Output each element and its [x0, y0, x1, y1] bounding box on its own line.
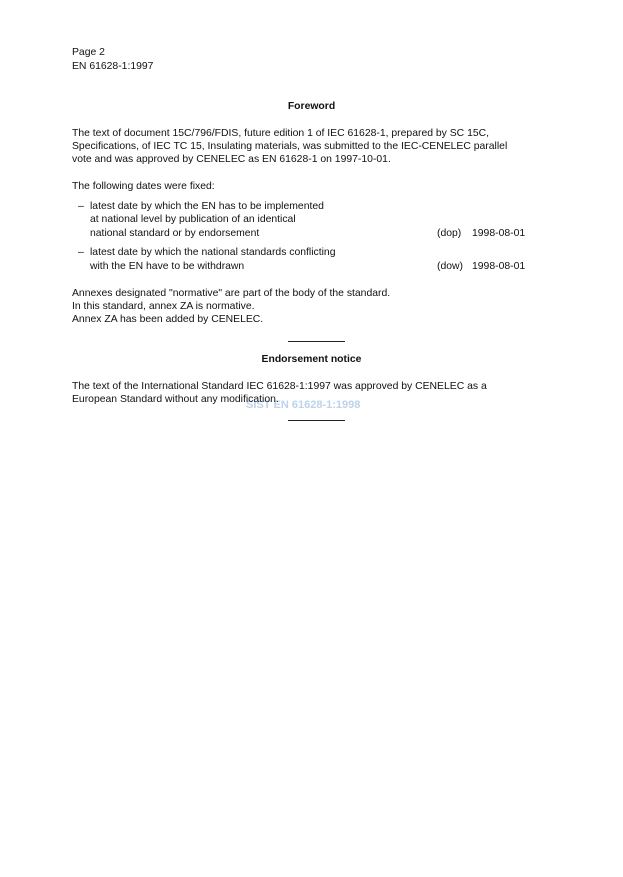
date-item-line: with the EN have to be withdrawn — [90, 261, 245, 272]
annex-paragraph — [72, 287, 561, 326]
foreword-paragraph — [72, 127, 561, 166]
foreword-heading: Foreword — [287, 101, 336, 112]
endorsement-line: The text of the International Standard IEC 61628-1:1997 was approved by CENELEC as a — [72, 381, 487, 392]
annex-line: In this standard, annex ZA is normative. — [72, 301, 255, 312]
date-code: (dop) — [437, 228, 462, 239]
list-bullet: – — [78, 247, 84, 258]
endorsement-line: European Standard without any modification. — [72, 394, 279, 405]
date-value: 1998-08-01 — [472, 261, 526, 272]
section-divider — [288, 341, 345, 342]
endorsement-paragraph — [72, 380, 561, 406]
date-item-dop — [0, 200, 623, 242]
dates-intro: The following dates were fixed: — [72, 181, 215, 192]
annex-line: Annex ZA has been added by CENELEC. — [72, 314, 264, 325]
date-item-line: latest date by which the national standards conflicting — [90, 247, 336, 258]
date-item-dow — [0, 246, 623, 276]
date-item-line: latest date by which the EN has to be implemented — [90, 201, 324, 212]
date-value: 1998-08-01 — [472, 228, 526, 239]
date-item-line: national standard or by endorsement — [90, 228, 260, 239]
standard-identifier: EN 61628-1:1997 — [72, 61, 154, 72]
annex-line: Annexes designated "normative" are part of the body of the standard. — [72, 288, 391, 299]
list-bullet: – — [78, 201, 84, 212]
foreword-line: The text of document 15C/796/FDIS, future edition 1 of IEC 61628-1, prepared by SC 15C, — [72, 128, 490, 139]
date-code: (dow) — [437, 261, 463, 272]
endorsement-heading: Endorsement notice — [261, 354, 362, 365]
foreword-line: vote and was approved by CENELEC as EN 61628-1 on 1997-10-01. — [72, 154, 391, 165]
date-item-line: at national level by publication of an identical — [90, 214, 296, 225]
section-divider — [288, 420, 345, 421]
page-number: Page 2 — [72, 47, 105, 58]
foreword-line: Specifications, of IEC TC 15, Insulating materials, was submitted to the IEC-CENELEC parallel — [72, 141, 508, 152]
watermark: SIST EN 61628-1:1998 — [246, 399, 361, 411]
